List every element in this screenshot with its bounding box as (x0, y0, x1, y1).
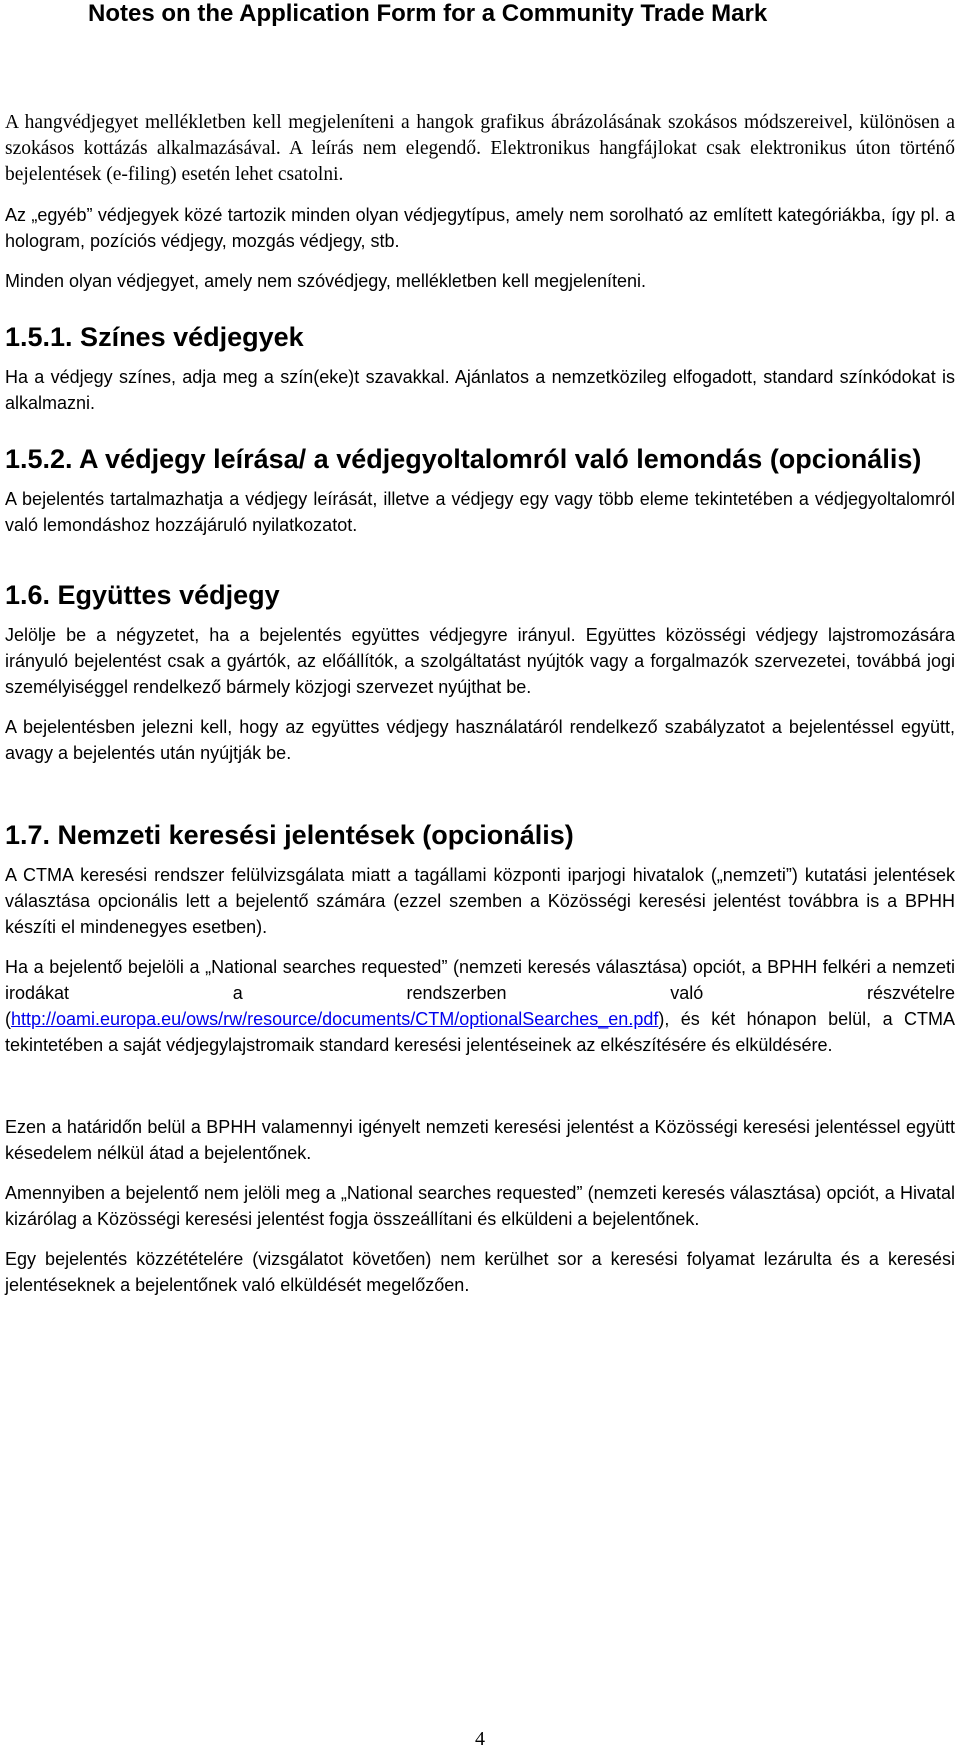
collective-mark-paragraph-2: A bejelentésben jelezni kell, hogy az együttes védjegy használatáról rendelkező szabályzatot a bejelentéssel együtt, avagy a bejelentés után nyújtják be. (5, 717, 955, 763)
document-title: Notes on the Application Form for a Community Trade Mark (88, 0, 768, 27)
national-searches-paragraph-2 (5, 954, 955, 1058)
collective-mark-paragraph-1: Jelölje be a négyzetet, ha a bejelentés együttes védjegyre irányul. Együttes közösségi védjegy lajstromozására irányuló bejelentést csak a gyártók, az előállítók, a szolgáltatást nyújtók vagy a forgalmazók szervezetei, továbbá jogi személyiséggel rendelkező bármely közjogi szervezet nyújthat be. (5, 625, 955, 697)
other-marks-paragraph: Az „egyéb” védjegyek közé tartozik minden olyan védjegytípus, amely nem sorolható az említett kategóriákba, így pl. a hologram, pozíciós védjegy, mozgás védjegy, stb. (5, 205, 955, 251)
national-searches-paragraph-2-end: ), és két hónapon belül, a CTMA tekintetében a saját védjegylajstromaik standard keresési jelentéseinek az elkészítésére és elküldésére. (5, 1009, 955, 1055)
colour-marks-heading: 1.5.1. Színes védjegyek (5, 322, 304, 352)
description-disclaimer-paragraph: A bejelentés tartalmazhatja a védjegy leírását, illetve a védjegy egy vagy több eleme tekintetében a védjegyoltalomról való lemondáshoz hozzájáruló nyilatkozatot. (5, 489, 955, 535)
sound-mark-paragraph: A hangvédjegyet mellékletben kell megjeleníteni a hangok grafikus ábrázolásának szokásos módszereivel, különösen a szokásos kottázás alkalmazásával. A leírás nem elegendő. Elektronikus hangfájlokat csak elektronikus úton történő bejelentések (e-filing) esetén lehet csatolni. (5, 112, 955, 185)
national-searches-heading: 1.7. Nemzeti keresési jelentések (opcionális) (5, 820, 574, 850)
national-searches-paragraph-3: Ezen a határidőn belül a BPHH valamennyi igényelt nemzeti keresési jelentést a Közösségi keresési jelentéssel együtt késedelem nélkül átad a bejelentőnek. (5, 1117, 955, 1163)
description-disclaimer-heading: 1.5.2. A védjegy leírása/ a védjegyoltalomról való lemondás (opcionális) (5, 444, 922, 474)
optional-searches-link[interactable]: http://oami.europa.eu/ows/rw/resource/documents/CTM/optionalSearches_en.pdf (11, 1009, 659, 1029)
national-searches-paragraph-2-start: Ha a bejelentő bejelöli a „National searches requested” (nemzeti keresés választása) opciót, a BPHH felkéri a nemzeti irodákat a rendszerben való részvételre ( (5, 957, 955, 1029)
colour-marks-paragraph: Ha a védjegy színes, adja meg a szín(eke)t szavakkal. Ajánlatos a nemzetközileg elfogadott, standard színkódokat is alkalmazni. (5, 367, 955, 413)
page-number: 4 (475, 1728, 485, 1750)
national-searches-paragraph-4: Amennyiben a bejelentő nem jelöli meg a „National searches requested” (nemzeti keresés választása) opciót, a Hivatal kizárólag a Közösségi keresési jelentést fogja összeállítani és elküldeni a bejelentőnek. (5, 1183, 955, 1229)
national-searches-paragraph-5: Egy bejelentés közzétételére (vizsgálatot követően) nem kerülhet sor a keresési folyamat lezárulta és a keresési jelentéseknek a bejelentőnek való elküldését megelőzően. (5, 1249, 955, 1295)
annex-requirement-paragraph: Minden olyan védjegyet, amely nem szóvédjegy, mellékletben kell megjeleníteni. (5, 271, 647, 291)
collective-mark-heading: 1.6. Együttes védjegy (5, 580, 280, 610)
national-searches-paragraph-1: A CTMA keresési rendszer felülvizsgálata miatt a tagállami központi iparjogi hivatalok („nemzeti”) kutatási jelentések választása opcionális lett a bejelentő számára (ezzel szemben a Közösségi keresési jelentést továbbra is a BPHH készíti el mindenegyes esetben). (5, 865, 955, 937)
document-body (5, 110, 955, 1298)
